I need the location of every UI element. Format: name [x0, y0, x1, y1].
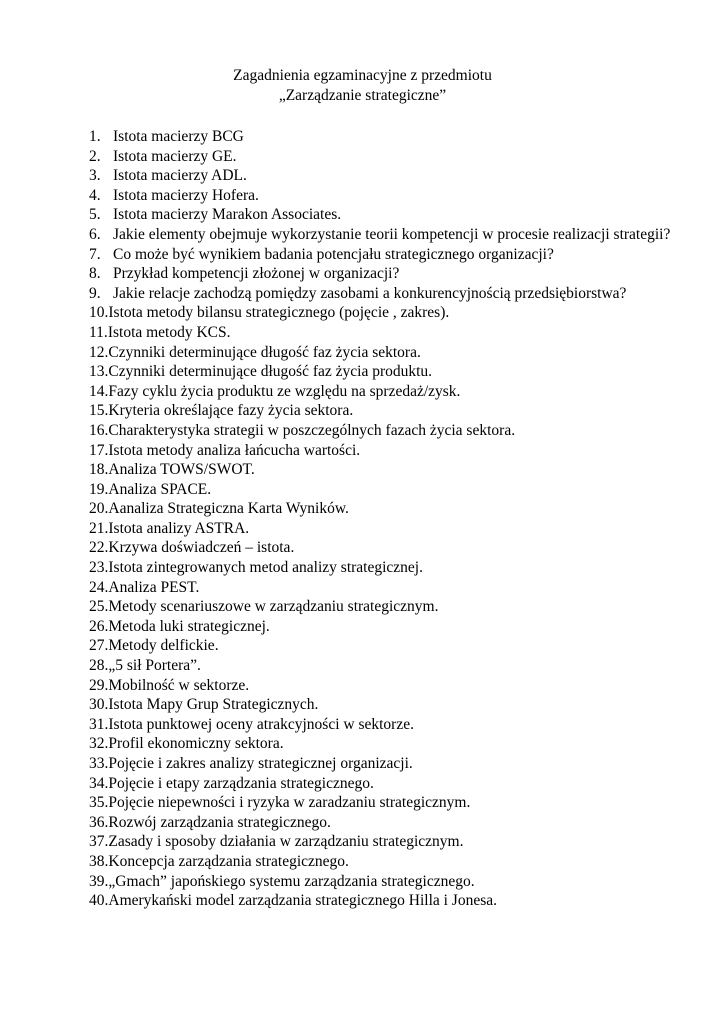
list-item-text: Czynniki determinujące długość faz życia produktu.: [108, 363, 433, 381]
list-item-number: 30.: [89, 696, 109, 714]
list-item: [89, 421, 709, 441]
list-item-number: 27.: [89, 637, 109, 655]
list-item-text: Istota zintegrowanych metod analizy strategicznej.: [108, 559, 423, 577]
list-item: [89, 636, 709, 656]
list-item-number: 37.: [89, 833, 109, 851]
list-item: [89, 245, 709, 265]
list-item-number: 11.: [89, 323, 108, 341]
list-item-number: 39.: [89, 872, 109, 890]
list-item-number: 38.: [89, 852, 109, 870]
list-item: [89, 852, 709, 872]
list-item: [89, 225, 709, 245]
document-title: [0, 66, 725, 106]
list-item-number: 15.: [89, 402, 109, 420]
list-item: [89, 578, 709, 598]
list-item-number: 31.: [89, 715, 109, 733]
list-item-number: 16.: [89, 421, 109, 439]
list-item: [89, 832, 709, 852]
list-item-text: Istota macierzy Marakon Associates.: [113, 206, 342, 224]
list-item-text: Metody scenariuszowe w zarządzaniu strategicznym.: [108, 598, 439, 616]
list-item-text: „Gmach” japońskiego systemu zarządzania strategicznego.: [108, 872, 475, 890]
list-item-number: 26.: [89, 617, 109, 635]
list-item-number: 19.: [89, 480, 109, 498]
list-item-number: 4.: [89, 186, 101, 204]
list-item: [89, 872, 709, 892]
list-item-text: Analiza PEST.: [108, 578, 200, 596]
list-item-number: 18.: [89, 461, 109, 479]
list-item-text: Istota macierzy ADL.: [113, 167, 247, 185]
list-item-number: 21.: [89, 519, 109, 537]
list-item-text: Istota macierzy BCG: [113, 128, 244, 145]
list-item-text: „5 sił Portera”.: [108, 657, 201, 675]
list-item: [89, 891, 709, 911]
list-item: [89, 362, 709, 382]
list-item-number: 1.: [89, 128, 101, 145]
list-item-number: 24.: [89, 578, 109, 596]
list-item-number: 25.: [89, 598, 109, 616]
list-item: [89, 715, 709, 735]
list-item-text: Analiza TOWS/SWOT.: [108, 461, 255, 479]
list-item-text: Istota macierzy GE.: [113, 147, 237, 165]
list-item-number: 28.: [89, 657, 109, 675]
list-item-text: Istota macierzy Hofera.: [113, 186, 259, 204]
list-item-text: Metoda luki strategicznej.: [108, 617, 270, 635]
list-item-text: Fazy cyklu życia produktu ze względu na sprzedaż/zysk.: [108, 382, 461, 400]
list-item-text: Metody delfickie.: [108, 637, 219, 655]
list-item-text: Profil ekonomiczny sektora.: [108, 735, 284, 753]
list-item: [89, 147, 709, 167]
list-item-text: Pojęcie i zakres analizy strategicznej organizacji.: [108, 755, 413, 772]
list-item-text: Pojęcie niepewności i ryzyka w zaradzaniu strategicznym.: [108, 794, 471, 812]
list-item-number: 9.: [89, 284, 101, 302]
list-item-number: 34.: [89, 774, 109, 792]
list-item-text: Istota metody bilansu strategicznego (pojęcie , zakres).: [108, 304, 450, 322]
title-line-2: „Zarządzanie strategiczne”: [278, 87, 447, 104]
list-item-number: 35.: [89, 794, 109, 812]
list-item-text: Mobilność w sektorze.: [108, 676, 250, 694]
list-item: [89, 519, 709, 539]
list-item-text: Istota Mapy Grup Strategicznych.: [108, 696, 319, 714]
list-item: [89, 303, 709, 323]
list-item-number: 14.: [89, 382, 109, 400]
list-item: [89, 382, 709, 402]
list-item: [89, 499, 709, 519]
list-item: [89, 343, 709, 363]
list-item-number: 3.: [89, 167, 101, 185]
list-item-text: Krzywa doświadczeń – istota.: [108, 539, 295, 557]
list-item-text: Jakie elementy obejmuje wykorzystanie teorii kompetencji w procesie realizacji strategii?: [113, 225, 671, 243]
list-item-number: 29.: [89, 676, 109, 694]
list-item: [89, 441, 709, 461]
list-item-text: Jakie relacje zachodzą pomiędzy zasobami a konkurencyjnością przedsiębiorstwa?: [113, 284, 627, 302]
list-item-text: Czynniki determinujące długość faz życia sektora.: [108, 343, 421, 361]
list-item: [89, 284, 709, 304]
list-item-text: Co może być wynikiem badania potencjału strategicznego organizacji?: [113, 245, 554, 263]
list-item-text: Istota analizy ASTRA.: [108, 519, 250, 537]
list-item-text: Aanaliza Strategiczna Karta Wyników.: [108, 500, 349, 518]
list-item: [89, 793, 709, 813]
list-item-number: 5.: [89, 206, 101, 224]
list-item: [89, 813, 709, 833]
list-item: [89, 480, 709, 500]
list-item-number: 6.: [89, 225, 101, 243]
list-item-text: Istota metody analiza łańcucha wartości.: [108, 441, 361, 459]
list-item-text: Przykład kompetencji złożonej w organizacji?: [113, 265, 400, 283]
list-item-text: Istota punktowej oceny atrakcyjności w sektorze.: [108, 715, 414, 733]
list-item: [89, 754, 709, 774]
list-item-number: 40.: [89, 892, 109, 910]
list-item-text: Koncepcja zarządzania strategicznego.: [108, 852, 349, 870]
list-item: [89, 166, 709, 186]
list-item: [89, 774, 709, 794]
list-item-number: 20.: [89, 500, 109, 518]
list-item-number: 17.: [89, 441, 109, 459]
list-item-text: Amerykański model zarządzania strategicznego Hilla i Jonesa.: [108, 892, 498, 910]
list-item: [89, 695, 709, 715]
list-item: [89, 676, 709, 696]
list-item: [89, 558, 709, 578]
list-item-number: 8.: [89, 265, 101, 283]
list-item: [89, 401, 709, 421]
list-item-text: Charakterystyka strategii w poszczególnych fazach życia sektora.: [108, 421, 516, 439]
list-item: [89, 597, 709, 617]
list-item-text: Analiza SPACE.: [108, 480, 212, 498]
list-item-text: Rozwój zarządzania strategicznego.: [108, 813, 331, 831]
list-item-number: 22.: [89, 539, 109, 557]
topic-list: [89, 127, 709, 911]
list-item-number: 33.: [89, 755, 109, 772]
list-item: [89, 205, 709, 225]
list-item: [89, 460, 709, 480]
title-line-1: Zagadnienia egzaminacyjne z przedmiotu: [233, 67, 492, 84]
list-item: [89, 617, 709, 637]
list-item: [89, 127, 709, 147]
list-item-text: Istota metody KCS.: [107, 323, 231, 341]
list-item-text: Zasady i sposoby działania w zarządzaniu strategicznym.: [108, 833, 464, 851]
list-item-number: 32.: [89, 735, 109, 753]
list-item-number: 7.: [89, 245, 101, 263]
list-item: [89, 323, 709, 343]
list-item: [89, 538, 709, 558]
list-item-number: 23.: [89, 559, 109, 577]
list-item-number: 36.: [89, 813, 109, 831]
list-item-number: 2.: [89, 147, 101, 165]
list-item: [89, 734, 709, 754]
list-item: [89, 186, 709, 206]
list-item-text: Pojęcie i etapy zarządzania strategicznego.: [108, 774, 374, 792]
list-item: [89, 264, 709, 284]
list-item-number: 12.: [89, 343, 109, 361]
list-item-text: Kryteria określające fazy życia sektora.: [108, 402, 354, 420]
list-item-number: 10.: [89, 304, 109, 322]
list-item: [89, 656, 709, 676]
list-item-number: 13.: [89, 363, 109, 381]
